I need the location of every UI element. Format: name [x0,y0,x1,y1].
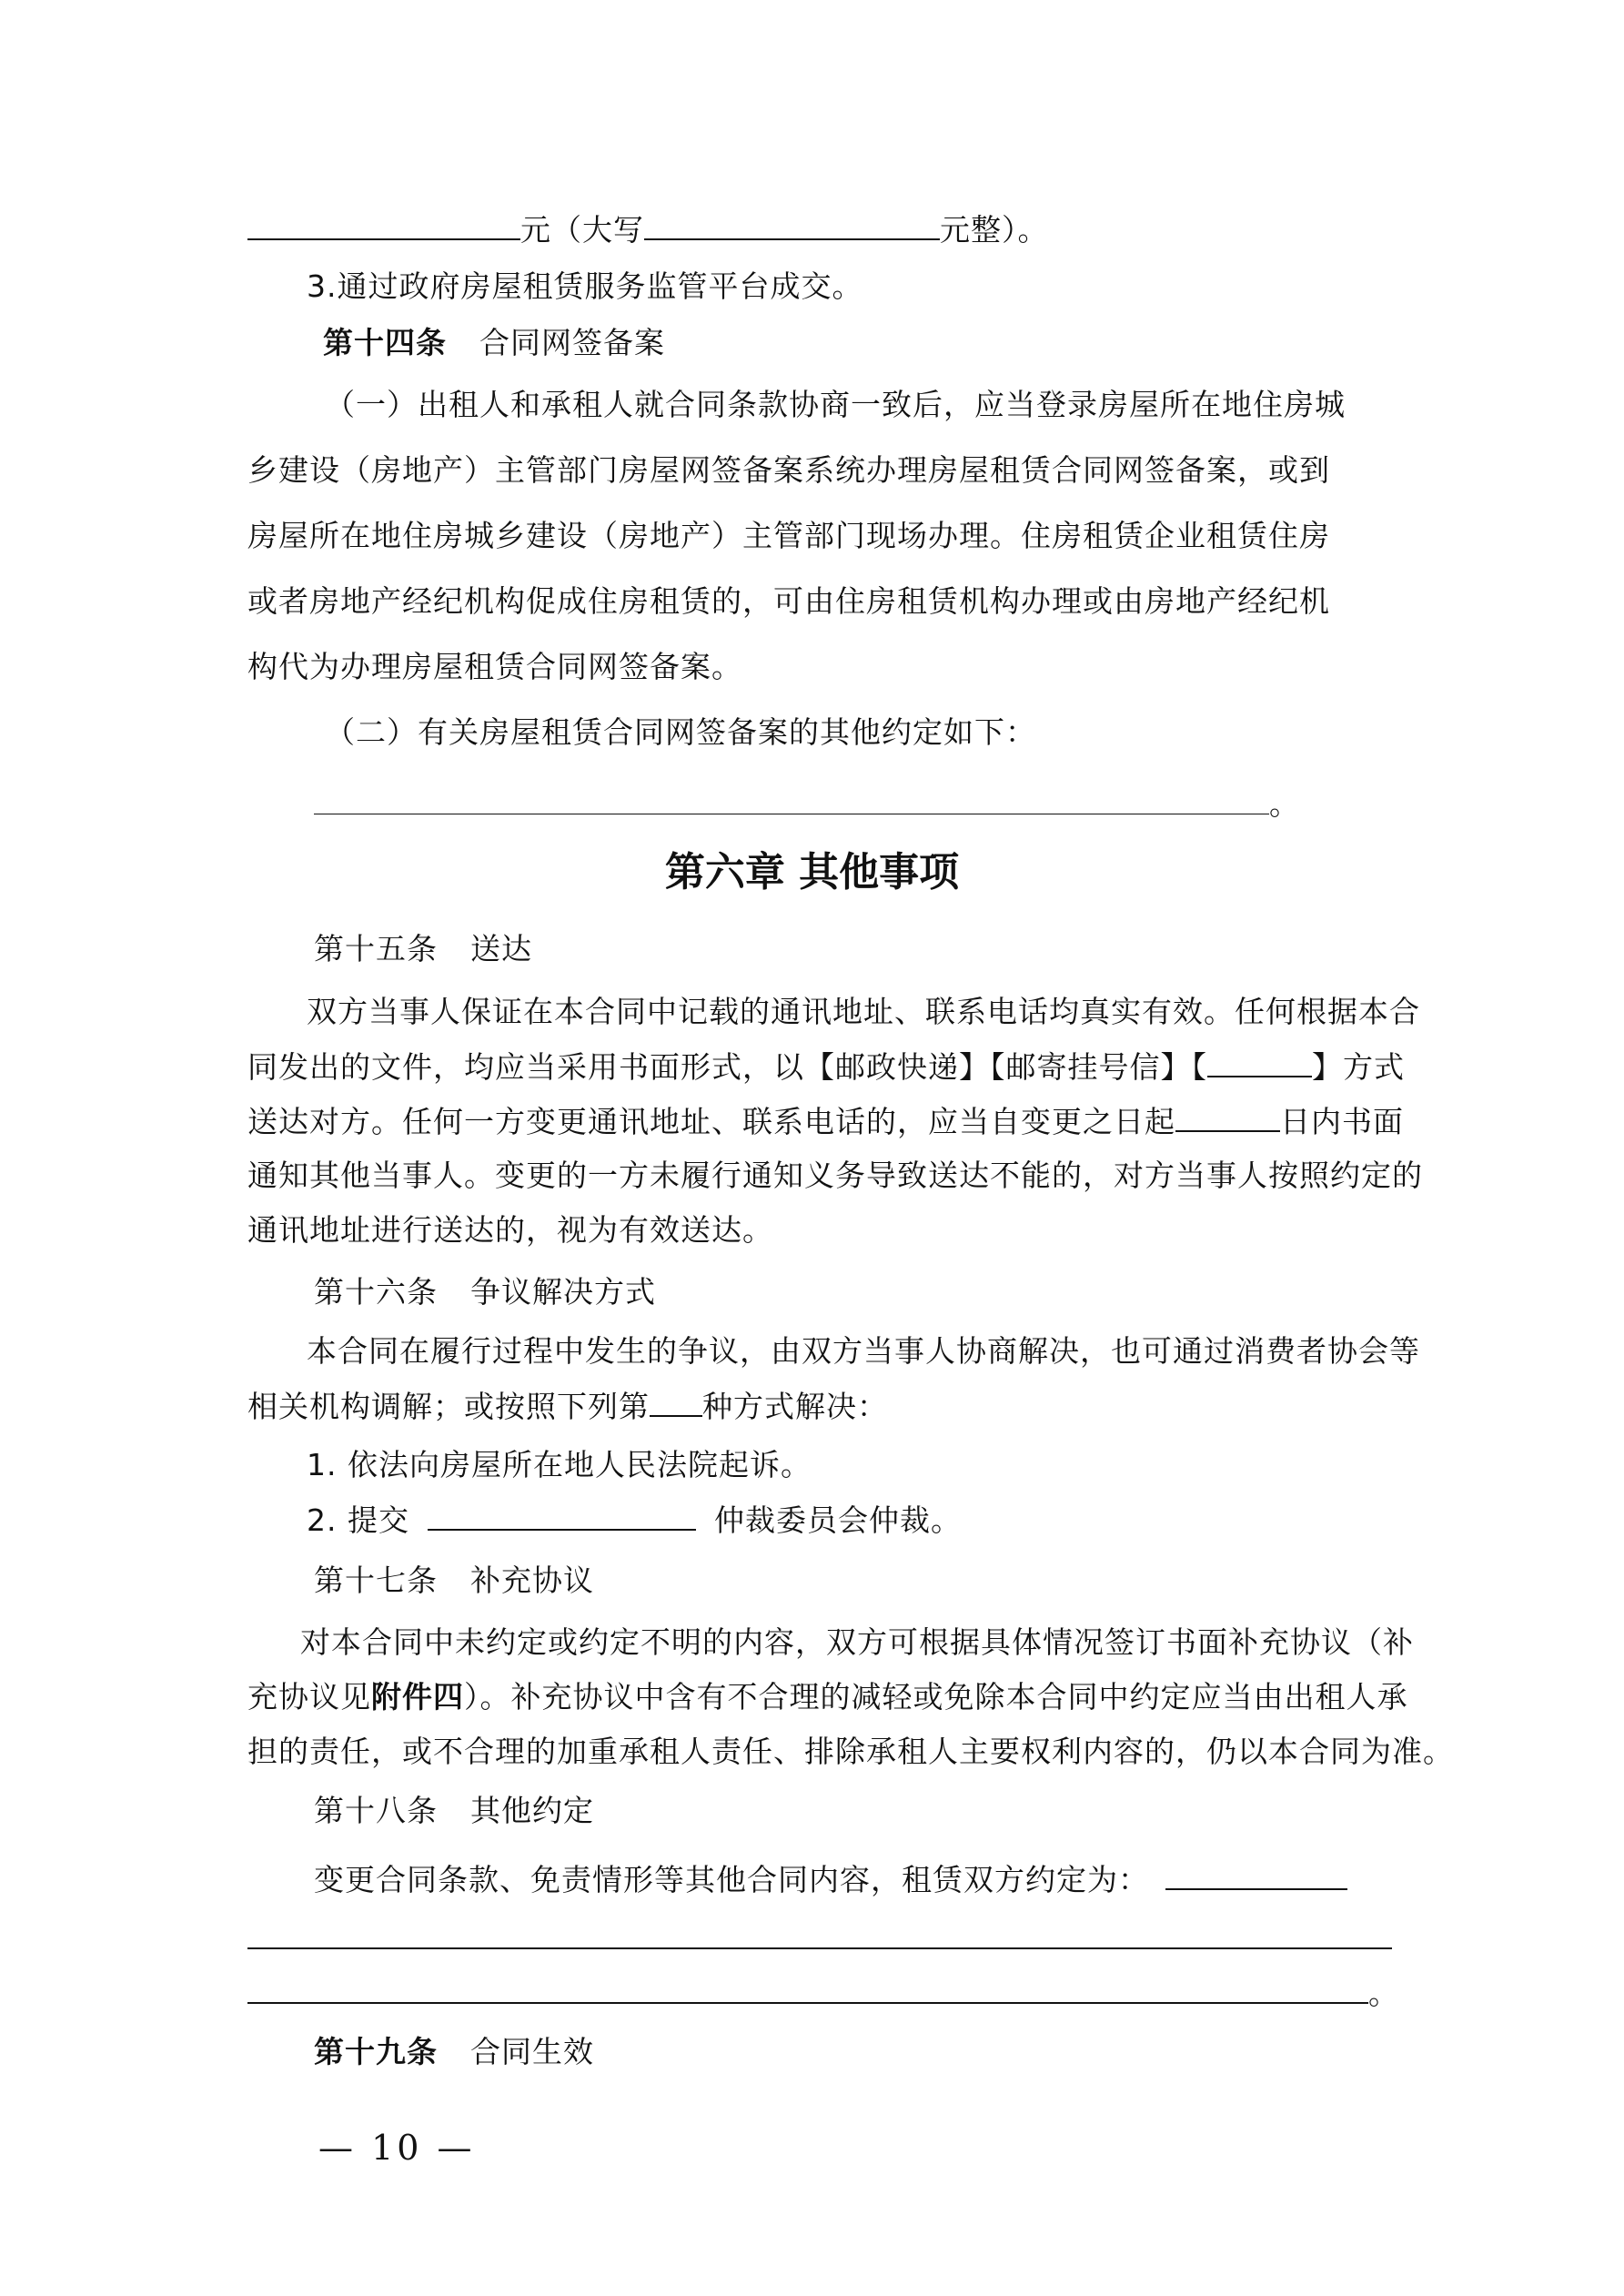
article-16-title: 争议解决方式 [470,1274,656,1310]
article-14-title: 合同网签备案 [479,325,665,360]
article-15-number: 第十五条 [314,931,438,966]
p14-1-line-4: 或者房地产经纪机构促成住房租赁的，可由住房租赁机构办理或由房地产经纪机 [247,583,1330,619]
p17-line-2 [247,1679,1408,1715]
arbitration-committee-blank[interactable] [428,1502,696,1531]
clause-3-platform: 3.通过政府房屋租赁服务监管平台成交。 [307,268,863,304]
p18-line-1 [314,1861,1460,1898]
article-14-heading [323,325,1469,361]
amount-blank[interactable] [247,211,520,240]
attachment-4-ref: 附件四 [371,1679,464,1714]
other-terms-blank-3[interactable] [247,1975,1368,2004]
article-18-title: 其他约定 [470,1793,594,1828]
p16-option-2-suffix: 仲裁委员会仲裁。 [713,1502,962,1538]
p15-line-5: 通讯地址进行送达的，视为有效送达。 [247,1212,773,1248]
p15-line-3-suffix: 日内书面 [1280,1104,1404,1139]
p16-line-1: 本合同在履行过程中发生的争议，由双方当事人协商解决，也可通过消费者协会等 [307,1333,1420,1369]
article-19-number: 第十九条 [314,2034,438,2069]
p16-option-2-text: 2. 提交 [307,1502,409,1538]
p15-line-1: 双方当事人保证在本合同中记载的通讯地址、联系电话均真实有效。任何根据本合 [307,994,1420,1029]
p15-line-3-text: 送达对方。任何一方变更通讯地址、联系电话的，应当自变更之日起 [247,1104,1175,1139]
p18-line-3 [247,1975,1399,2012]
p16-line-2-suffix: 种方式解决： [702,1389,888,1424]
p14-1-line-5: 构代为办理房屋租赁合同网签备案。 [247,649,742,684]
p17-line-2-rest: ）。补充协议中含有不合理的减轻或免除本合同中约定应当由出租人承 [464,1679,1408,1714]
p15-line-2-text: 同发出的文件，均应当采用书面形式，以【邮政快递】【邮寄挂号信】【 [247,1049,1207,1085]
amount-capital-blank[interactable] [644,211,940,240]
other-terms-blank-1[interactable] [1165,1861,1347,1890]
p14-1-line-1: （一）出租人和承租人就合同条款协商一致后，应当登录房屋所在地住房城 [325,387,1346,422]
article-17-number: 第十七条 [314,1563,438,1598]
article-16-number: 第十六条 [314,1274,438,1310]
p16-option-1: 1. 依法向房屋所在地人民法院起诉。 [307,1447,812,1482]
p14-1-line-3: 房屋所在地住房城乡建设（房地产）主管部门现场办理。住房租赁企业租赁住房 [247,518,1330,553]
p17-line-2-text: 充协议见 [247,1679,371,1714]
page-number: — 10 — [318,2128,476,2168]
p17-line-1: 对本合同中未约定或约定不明的内容，双方可根据具体情况签订书面补充协议（补 [300,1624,1414,1660]
chapter-6-title: 第六章 其他事项 [664,849,960,895]
p14-2: （二）有关房屋租赁合同网签备案的其他约定如下： [325,714,1036,750]
delivery-method-blank[interactable] [1207,1048,1312,1077]
p16-line-2 [247,1388,1394,1425]
p16-option-2 [307,1502,1453,1539]
article-14-number: 第十四条 [323,325,447,360]
p15-line-4: 通知其他当事人。变更的一方未履行通知义务导致送达不能的，对方当事人按照约定的 [247,1158,1423,1193]
p18-period: 。 [1368,1976,1399,2011]
notice-days-blank[interactable] [1175,1103,1280,1132]
p18-line-2 [247,1920,1394,1957]
amount-suffix: 元整）。 [940,212,1049,248]
p18-text: 变更合同条款、免责情形等其他合同内容，租赁双方约定为： [314,1862,1149,1897]
amount-yuan-label: 元（大写 [520,212,644,248]
article-17-heading [314,1563,1460,1599]
p14-2-fill-line [314,786,1460,823]
p15-line-3 [247,1103,1404,1140]
article-15-heading [314,931,1460,967]
article-18-number: 第十八条 [314,1793,438,1828]
dispute-method-blank[interactable] [650,1388,702,1417]
p16-line-2-text: 相关机构调解；或按照下列第 [247,1389,650,1424]
p17-line-3: 担的责任，或不合理的加重承租人责任、排除承租人主要权利内容的，仍以本合同为准。 [247,1734,1454,1769]
article-15-title: 送达 [470,931,532,966]
article-16-heading [314,1274,1460,1310]
p15-line-2 [247,1048,1405,1086]
p14-2-blank[interactable] [314,786,1269,814]
article-19-title: 合同生效 [470,2034,594,2069]
article-18-heading [314,1793,1460,1829]
other-terms-blank-2[interactable] [247,1920,1392,1949]
article-17-title: 补充协议 [470,1563,594,1598]
p14-2-period: 。 [1269,786,1300,822]
p14-1-line-2: 乡建设（房地产）主管部门房屋网签备案系统办理房屋租赁合同网签备案，或到 [247,452,1330,488]
article-19-heading [314,2034,1460,2070]
amount-line [247,211,1394,248]
p15-line-2-suffix: 】方式 [1312,1049,1405,1085]
